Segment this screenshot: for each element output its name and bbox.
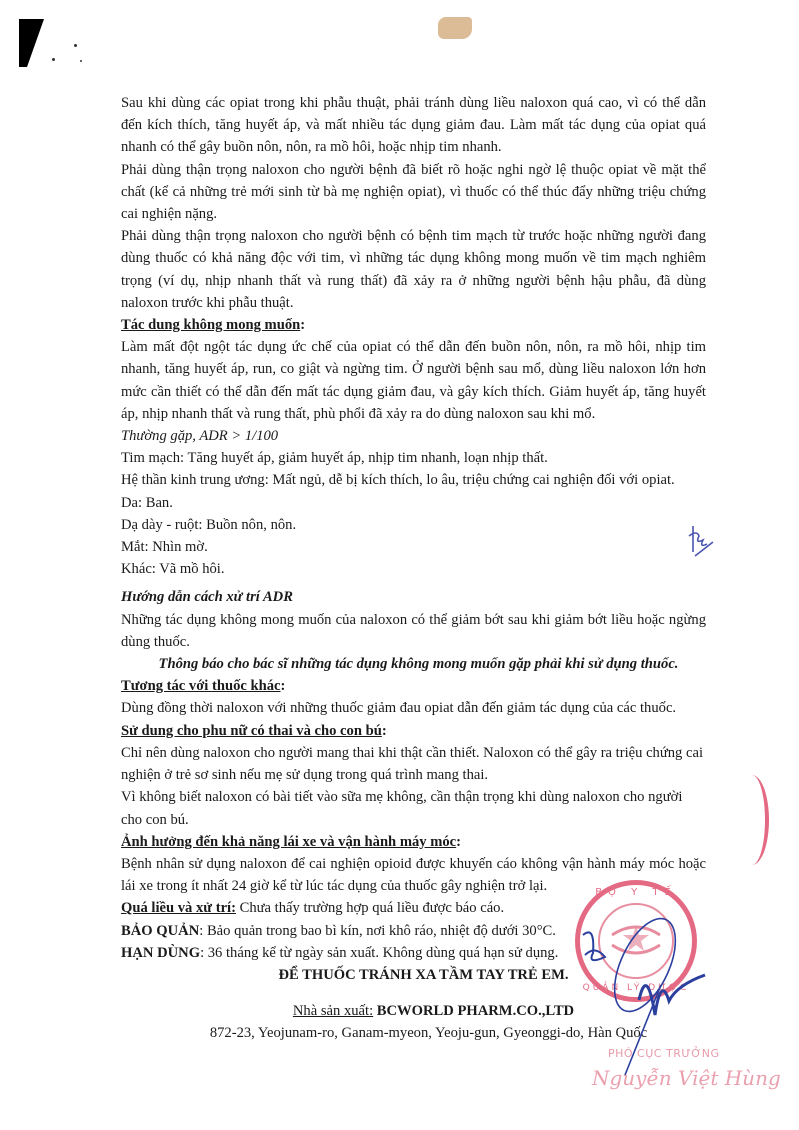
paragraph: Chỉ nên dùng naloxon cho người mang thai khi thật cần thiết. Naloxon có thể gây ra triệu chứng cai nghiện ở trẻ sơ sinh nếu mẹ sử dụng trong quá trình mang thai. — [121, 744, 704, 784]
stamp-bottom-text: QUẢN LÝ DƯỢC — [582, 983, 690, 993]
section-heading-driving: Ảnh hưởng đến khả năng lái xe và vận hành máy móc: — [121, 833, 462, 850]
child-warning: ĐỂ THUỐC TRÁNH XA TẦM TAY TRẺ EM. — [278, 966, 569, 983]
scan-corner-mark-edge — [27, 19, 44, 67]
list-item: Dạ dày - ruột: Buồn nôn, nôn. — [121, 516, 297, 533]
initials-signature-icon — [685, 522, 715, 562]
stamp-arc-partial — [735, 775, 769, 865]
list-item: Hệ thần kinh trung ương: Mất ngủ, dễ bị kích thích, lo âu, triệu chứng cai nghiện đối với opiat. — [121, 472, 675, 489]
scan-dot — [74, 44, 77, 47]
overdose-line: Quá liều và xử trí: Chưa thấy trường hợp quá liều được báo cáo. — [121, 900, 505, 917]
shelf-life-line: HẠN DÙNG: 36 tháng kể từ ngày sản xuất. Không dùng quá hạn sử dụng. — [121, 944, 559, 961]
frequency-label: Thường gặp, ADR > 1/100 — [121, 428, 279, 445]
paragraph: Bệnh nhân sử dụng naloxon để cai nghiện opioid được khuyến cáo không vận hành máy móc hoặc lái xe trong ít nhất 24 giờ kể từ lúc tác dụng của thuốc gây nghiện trở lại. — [121, 855, 706, 895]
paragraph: Sau khi dùng các opiat trong khi phẫu thuật, phải tránh dùng liều naloxon quá cao, vì có thể dẫn đến kích thích, tăng huyết áp, và mất nhiều tác dụng giảm đau. Làm mất tác dụng của opiat quá nhanh có thể gây buồn nôn, nôn, ra mồ hôi, hoặc nhịp tim nhanh. — [121, 95, 706, 156]
section-heading-adr-guidance: Hướng dẫn cách xử trí ADR — [121, 589, 293, 606]
paragraph: Vì không biết naloxon có bài tiết vào sữa mẹ không, cần thận trọng khi dùng naloxon cho người cho con bú. — [121, 789, 683, 828]
official-name: Nguyễn Việt Hùng — [592, 1066, 781, 1090]
paragraph: Làm mất đột ngột tác dụng ức chế của opiat có thể dẫn đến buồn nôn, nôn, ra mồ hôi, nhịp tim nhanh, tăng huyết áp, run, co giật và ngừng tim. Ở người bệnh sau mổ, dùng liều naloxon lớn hơn mức cần thiết có thể dẫn đến mất tác dụng giảm đau, và gây kích thích. Giảm huyết áp, tăng huyết áp, nhịp nhanh thất và rung thất, phù phổi đã xảy ra do dùng naloxon sau khi mổ. — [121, 339, 706, 422]
scan-corner-mark — [19, 19, 27, 67]
scan-dot — [80, 60, 82, 62]
list-item: Khác: Vã mồ hôi. — [121, 561, 225, 578]
list-item: Mắt: Nhìn mờ. — [121, 539, 208, 556]
storage-line: BẢO QUẢN: Bảo quản trong bao bì kín, nơi khô ráo, nhiệt độ dưới 30°C. — [121, 922, 556, 939]
manufacturer-address: 872-23, Yeojunam-ro, Ganam-myeon, Yeoju-gun, Gyeonggi-do, Hàn Quốc — [209, 1025, 648, 1042]
notice-text: Thông báo cho bác sĩ những tác dụng không mong muốn gặp phải khi sử dụng thuốc. — [158, 656, 679, 673]
paragraph: Dùng đồng thời naloxon với những thuốc giảm đau opiat dẫn đến giảm tác dụng của các thuốc. — [121, 700, 677, 717]
section-heading-adverse-effects: Tác dung không mong muốn: — [121, 317, 306, 334]
paragraph: Những tác dụng không mong muốn của naloxon có thể giảm bớt sau khi giảm bớt liều hoặc ngừng dùng thuốc. — [121, 611, 706, 650]
list-item: Tim mạch: Tăng huyết áp, giảm huyết áp, nhịp tim nhanh, loạn nhịp thất. — [121, 450, 548, 467]
manufacturer-line: Nhà sản xuất: BCWORLD PHARM.CO.,LTD — [292, 1003, 575, 1020]
section-heading-pregnancy: Sử dung cho phu nữ có thai và cho con bú: — [121, 722, 387, 739]
official-title: PHÓ CỤC TRƯỞNG — [608, 1047, 720, 1060]
list-item: Da: Ban. — [121, 494, 173, 511]
stamp-top-text: BỘ Y TẾ — [595, 887, 677, 898]
scan-dot — [52, 58, 55, 61]
section-heading-interactions: Tương tác với thuốc khác: — [121, 678, 286, 695]
paragraph: Phải dùng thận trọng naloxon cho người bệnh đã biết rõ hoặc nghi ngờ lệ thuộc opiat về mặt thể chất (kể cả những trẻ mới sinh từ bà mẹ nghiện opiat), vì thuốc có thể thúc đẩy những triệu chứng cai nghiện nặng. — [121, 161, 706, 223]
paragraph: Phải dùng thận trọng naloxon cho người bệnh có bệnh tim mạch từ trước hoặc những người đang dùng thuốc có khả năng độc với tim, vì những tác dụng không mong muốn về tim mạch nghiêm trọng (ví dụ, nhịp nhanh thất và rung thất) đã xảy ra ở những người bệnh hậu phẫu, đã dùng naloxon trước khi phẫu thuật. — [121, 228, 706, 311]
tape-fragment — [438, 17, 472, 39]
